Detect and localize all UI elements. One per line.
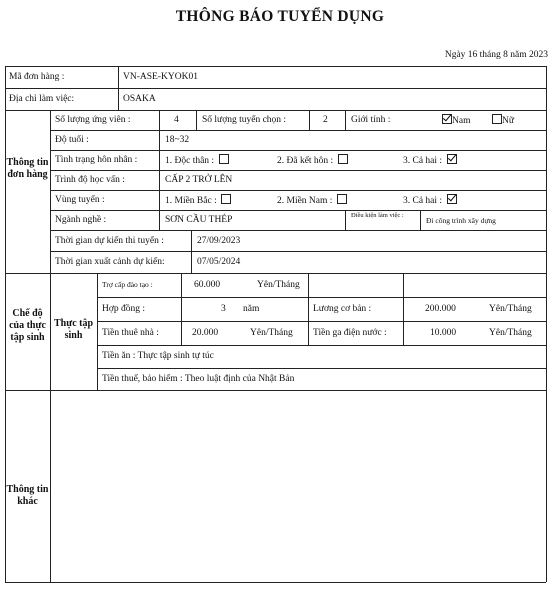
row-line — [50, 230, 546, 231]
region-checkbox-1[interactable] — [221, 194, 231, 204]
gender-female-option[interactable] — [492, 114, 514, 127]
region-option-3[interactable] — [403, 194, 457, 207]
col-line — [181, 273, 182, 345]
row-line — [5, 390, 546, 391]
col-line — [345, 210, 346, 230]
rent-label: Tiền thuê nhà : — [102, 328, 159, 338]
gender-male-label: Nam — [452, 116, 471, 126]
training-allowance-value: 60.000 — [194, 280, 221, 290]
age-label: Độ tuổi : — [55, 135, 89, 145]
gender-label: Giới tính : — [351, 115, 391, 125]
tax-insurance-text: Tiền thuế, bảo hiểm : Theo luật định của Nhật Bản — [102, 374, 295, 384]
col-line — [309, 110, 310, 130]
selected-value: 2 — [323, 115, 328, 125]
meals-text: Tiền ăn : Thực tập sinh tự túc — [102, 351, 214, 361]
col-line — [191, 230, 192, 273]
row-line — [5, 88, 546, 89]
col-line — [159, 110, 160, 230]
section-other-info: Thông tin khác — [6, 484, 49, 507]
education-label: Trình độ học vấn : — [55, 175, 125, 185]
row-line — [5, 273, 546, 274]
row-line — [50, 210, 546, 211]
region-checkbox-2[interactable] — [337, 194, 347, 204]
work-condition-value: Đi công trình xây dựng — [426, 216, 496, 225]
gender-male-option[interactable] — [442, 114, 470, 127]
candidates-label: Số lượng ứng viên : — [55, 115, 131, 125]
region-option-2-label: 2. Miền Nam : — [277, 196, 333, 206]
contract-label: Hợp đồng : — [102, 304, 146, 314]
row-line — [97, 297, 546, 298]
departure-date-value: 07/05/2024 — [197, 257, 241, 267]
page-title: THÔNG BÁO TUYỂN DỤNG — [175, 8, 385, 25]
marital-checkbox-2[interactable] — [338, 154, 348, 164]
region-option-1[interactable] — [165, 194, 231, 207]
exam-date-value: 27/09/2023 — [197, 236, 241, 246]
salary-value: 200.000 — [425, 304, 456, 314]
row-line — [50, 251, 546, 252]
contract-value: 3 — [221, 304, 226, 314]
age-value: 18~32 — [165, 135, 190, 145]
col-line — [403, 273, 404, 345]
row-line — [97, 368, 546, 369]
female-checkbox[interactable] — [492, 114, 502, 124]
marital-option-3-label: 3. Cả hai : — [403, 156, 443, 166]
col-line — [546, 66, 547, 582]
work-condition-label: Điều kiện làm việc : — [351, 212, 404, 219]
region-option-2[interactable] — [277, 194, 347, 207]
occupation-label: Ngành nghề : — [55, 215, 107, 225]
utilities-value: 10.000 — [430, 328, 457, 338]
marital-option-2[interactable] — [277, 154, 348, 167]
recruitment-form — [5, 66, 546, 582]
row-line — [97, 345, 546, 346]
candidates-value: 4 — [174, 115, 179, 125]
row-line — [50, 170, 546, 171]
section-trainee: Thực tập sinh — [53, 318, 94, 341]
marital-label: Tình trạng hôn nhân : — [55, 155, 138, 165]
col-line — [308, 273, 309, 345]
row-line — [50, 150, 546, 151]
row-line — [5, 110, 546, 111]
rent-value: 20.000 — [192, 328, 219, 338]
marital-option-3[interactable] — [403, 154, 457, 167]
marital-checkbox-3[interactable] — [447, 154, 457, 164]
salary-unit: Yên/Tháng — [489, 304, 532, 314]
rent-unit: Yên/Tháng — [250, 328, 293, 338]
contract-unit: năm — [243, 304, 260, 314]
region-label: Vùng tuyển : — [55, 195, 105, 205]
row-line — [50, 130, 546, 131]
exam-date-label: Thời gian dự kiến thi tuyển : — [55, 236, 164, 246]
marital-checkbox-1[interactable] — [219, 154, 229, 164]
row-line — [97, 321, 546, 322]
order-code-label: Mã đơn hàng : — [9, 72, 65, 82]
work-location-label: Địa chỉ làm việc: — [9, 94, 75, 104]
utilities-label: Tiền ga điện nước : — [313, 328, 387, 338]
notice-date: Ngày 16 tháng 8 năm 2023 — [444, 50, 548, 60]
row-line — [50, 190, 546, 191]
row-line — [5, 582, 546, 583]
region-checkbox-3[interactable] — [447, 194, 457, 204]
order-code-value: VN-ASE-KYOK01 — [123, 72, 198, 82]
col-line — [345, 110, 346, 130]
marital-option-1-label: 1. Độc thân : — [165, 156, 215, 166]
section-trainee-regime: Chế độ của thực tập sinh — [9, 308, 46, 343]
work-location-value: OSAKA — [123, 94, 156, 104]
training-allowance-label: Trợ cấp đào tạo : — [102, 280, 153, 289]
marital-option-1[interactable] — [165, 154, 229, 167]
departure-date-label: Thời gian xuất cảnh dự kiến: — [55, 257, 165, 267]
region-option-3-label: 3. Cả hai : — [403, 196, 443, 206]
utilities-unit: Yên/Tháng — [489, 328, 532, 338]
col-line — [196, 110, 197, 130]
selected-label: Số lượng tuyển chọn : — [202, 115, 287, 125]
education-value: CẤP 2 TRỞ LÊN — [165, 175, 233, 185]
salary-label: Lương cơ bản : — [313, 304, 372, 314]
occupation-value: SƠN CẦU THÉP — [165, 215, 233, 225]
row-line — [5, 66, 546, 67]
region-option-1-label: 1. Miền Bắc : — [165, 196, 217, 206]
male-checkbox[interactable] — [442, 114, 452, 124]
marital-option-2-label: 2. Đã kết hôn : — [277, 156, 334, 166]
col-line — [118, 66, 119, 110]
col-line — [50, 110, 51, 582]
col-line — [97, 273, 98, 390]
col-line — [420, 210, 421, 230]
training-allowance-unit: Yên/Tháng — [257, 280, 300, 290]
gender-female-label: Nữ — [502, 116, 515, 126]
section-order-info: Thông tin đơn hàng — [6, 157, 49, 180]
